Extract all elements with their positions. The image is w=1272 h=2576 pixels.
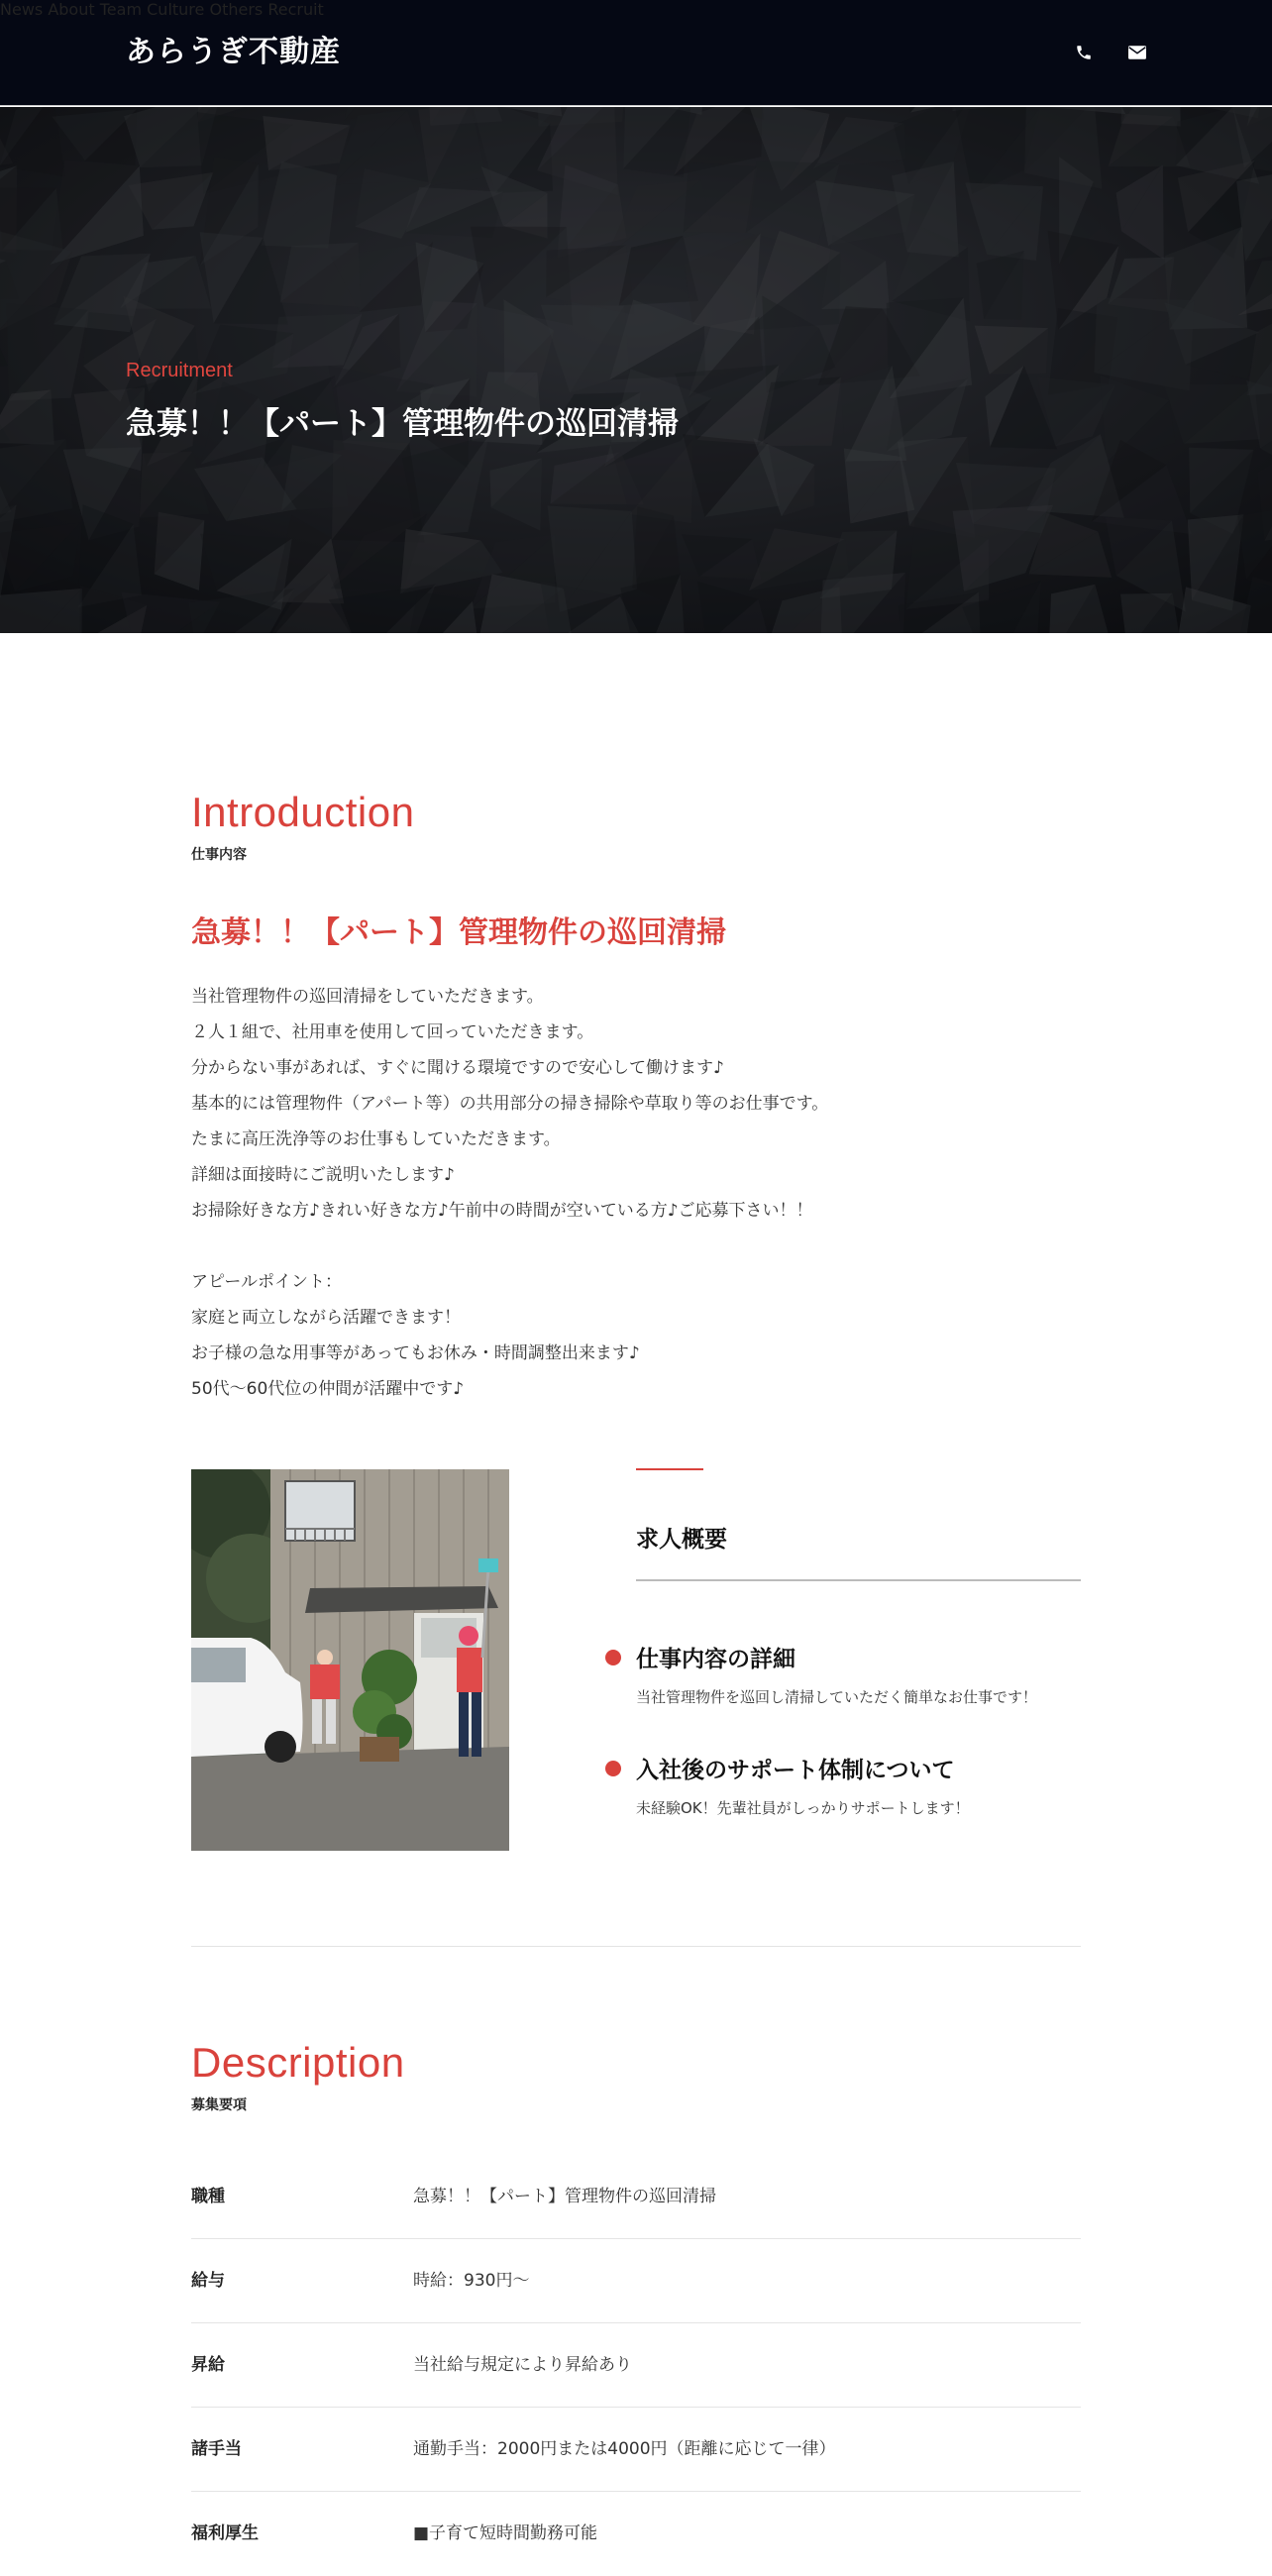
job-heading: 急募！！【パート】管理物件の巡回清掃 — [191, 915, 726, 950]
intro-line: 詳細は面接時にご説明いたします♪ — [191, 1165, 455, 1185]
hero-title: 急募！！【パート】管理物件の巡回清掃 — [126, 406, 679, 442]
intro-line: ２人１組で、社用車を使用して回っていただきます。 — [191, 1022, 594, 1042]
summary-title: 求人概要 — [636, 1527, 727, 1553]
nav-culture[interactable]: Culture — [147, 0, 205, 19]
intro-line: 基本的には管理物件（アパート等）の共用部分の掃き掃除や草取り等のお仕事です。 — [191, 1094, 829, 1114]
table-row — [191, 2323, 1081, 2408]
row-value: 急募！！【パート】管理物件の巡回清掃 — [413, 2187, 716, 2206]
row-label: 諸手当 — [191, 2439, 242, 2459]
bullet-icon — [605, 1650, 621, 1665]
intro-line: 家庭と両立しながら活躍できます！ — [191, 1308, 461, 1328]
row-label: 給与 — [191, 2271, 225, 2291]
site-logo[interactable]: あらうぎ不動産 — [126, 35, 341, 69]
row-value: ■子育て短時間勤務可能 — [413, 2523, 598, 2543]
nav-team[interactable]: Team — [99, 0, 143, 19]
nav-about[interactable]: About — [48, 0, 95, 19]
hero-subtitle: Recruitment — [126, 360, 233, 381]
introduction-subtitle: 仕事内容 — [191, 847, 247, 863]
feature-desc: 当社管理物件を巡回し清掃していただく簡単なお仕事です！ — [636, 1688, 1038, 1706]
table-row — [191, 2155, 1081, 2239]
bullet-icon — [605, 1761, 621, 1776]
intro-line: たまに高圧洗浄等のお仕事もしていただきます。 — [191, 1129, 561, 1149]
job-photo — [191, 1469, 509, 1851]
section-divider — [191, 1946, 1081, 1947]
row-value: 時給：930円～ — [413, 2271, 530, 2291]
hero-banner — [0, 107, 1272, 633]
nav-recruit[interactable]: Recruit — [267, 0, 324, 19]
row-value: 当社給与規定により昇給あり — [413, 2355, 632, 2375]
intro-line: アピールポイント： — [191, 1272, 342, 1292]
feature-title: 仕事内容の詳細 — [636, 1647, 795, 1672]
intro-line: 分からない事があれば、すぐに聞ける環境ですので安心して働けます♪ — [191, 1058, 724, 1078]
row-value: 通勤手当：2000円または4000円（距離に応じて一律） — [413, 2439, 836, 2459]
table-row — [191, 2492, 1081, 2576]
summary-divider — [636, 1579, 1081, 1581]
intro-line: お掃除好きな方♪きれい好きな方♪午前中の時間が空いている方♪ご応募下さい！！ — [191, 1201, 813, 1221]
job-intro-body — [191, 979, 1083, 1407]
description-title: Description — [191, 2039, 405, 2086]
introduction-title: Introduction — [191, 789, 415, 835]
row-label: 職種 — [191, 2187, 225, 2206]
intro-line: お子様の急な用事等があってもお休み・時間調整出来ます♪ — [191, 1343, 640, 1363]
row-label: 福利厚生 — [191, 2523, 259, 2543]
site-header — [0, 0, 1272, 106]
phone-icon[interactable] — [1073, 42, 1095, 63]
row-label: 昇給 — [191, 2355, 225, 2375]
intro-line: 当社管理物件の巡回清掃をしていただきます。 — [191, 987, 544, 1007]
intro-line: 50代～60代位の仲間が活躍中です♪ — [191, 1379, 465, 1399]
nav-news[interactable]: News — [0, 0, 44, 19]
table-row — [191, 2239, 1081, 2323]
intro-line — [191, 1229, 1083, 1264]
nav-others[interactable]: Others — [209, 0, 264, 19]
summary-accent-line — [636, 1468, 703, 1470]
feature-title: 入社後のサポート体制について — [636, 1758, 955, 1783]
feature-desc: 未経験OK！先輩社員がしっかりサポートします！ — [636, 1799, 970, 1817]
mail-icon[interactable] — [1126, 42, 1148, 63]
table-row — [191, 2408, 1081, 2492]
description-subtitle: 募集要項 — [191, 2097, 247, 2113]
